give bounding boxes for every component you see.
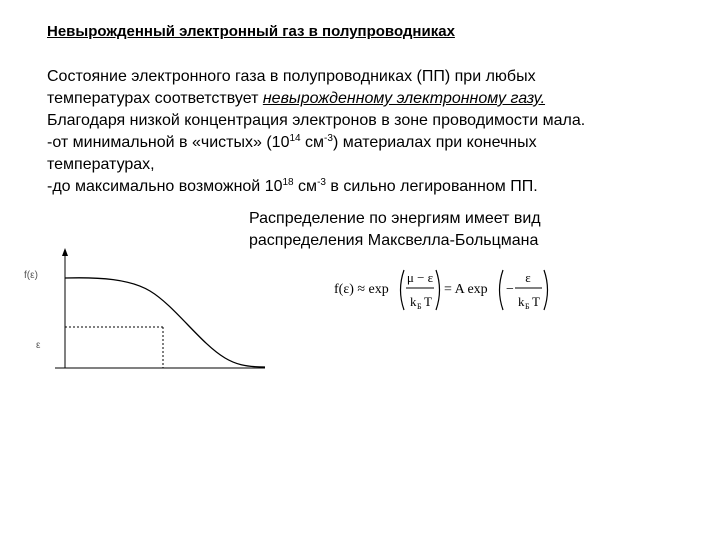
body-line-6 [47,176,687,198]
fraction-2-sign: − [506,282,514,297]
fraction-2-denominator-t: T [532,294,540,309]
fraction-1-denominator-t: T [424,294,432,309]
fraction-1-numerator: μ − ε [406,270,434,285]
body-line-3: Благодаря низкой концентрация электронов в зоне проводимости мала. [47,112,586,129]
nondegenerate-gas-term: невырожденному электронному газу. [262,90,546,107]
paren-left-1 [401,270,405,310]
formula-equals: = A exp [444,282,488,297]
body-line-4 [47,132,687,154]
slide-title: Невырожденный электронный газ в полупроводниках [47,23,455,40]
distribution-graph [20,248,270,383]
body-line-6-post: в сильно легированном ПП. [325,178,538,195]
body-line-4-pre: -от минимальной в «чистых» (10 [47,134,290,151]
formula-lhs: f(ε) ≈ exp [334,282,389,297]
distribution-caption [249,208,541,252]
exponent-minus-3: -3 [324,133,333,144]
exponent-14: 14 [289,133,301,144]
body-line-2 [47,88,687,110]
fraction-2-numerator: ε [525,270,531,285]
body-line-1: Состояние электронного газа в полупроводниках (ПП) при любых [47,68,536,85]
paren-right-1 [436,270,440,310]
fraction-1-denominator-k: k [410,294,417,309]
fraction-2-denominator-sub: Б [525,302,530,311]
caption-line-1: Распределение по энергиям имеет вид [249,210,541,227]
body-line-6-unit: см [293,178,318,195]
fraction-1-denominator-sub: Б [417,302,422,311]
y-axis-label: f(ε) [24,270,38,281]
body-line-4-unit: см [300,134,325,151]
distribution-curve [65,278,265,367]
body-line-6-pre: -до максимально возможной 10 [47,178,283,195]
paren-left-2 [500,270,504,310]
paren-right-2 [544,270,548,310]
maxwell-boltzmann-formula [334,262,554,318]
body-line-5: температурах, [47,156,155,173]
fraction-2-denominator-k: k [518,294,525,309]
body-text [47,66,687,198]
exponent-18: 18 [282,177,294,188]
y-axis-arrow [62,248,68,256]
body-line-4-post: ) материалах при конечных [332,134,537,151]
exponent-minus-3-b: -3 [317,177,326,188]
x-axis-label: ε [36,340,41,351]
caption-line-2: распределения Максвелла-Больцмана [249,232,539,249]
body-line-2-text: температурах соответствует [47,90,263,107]
